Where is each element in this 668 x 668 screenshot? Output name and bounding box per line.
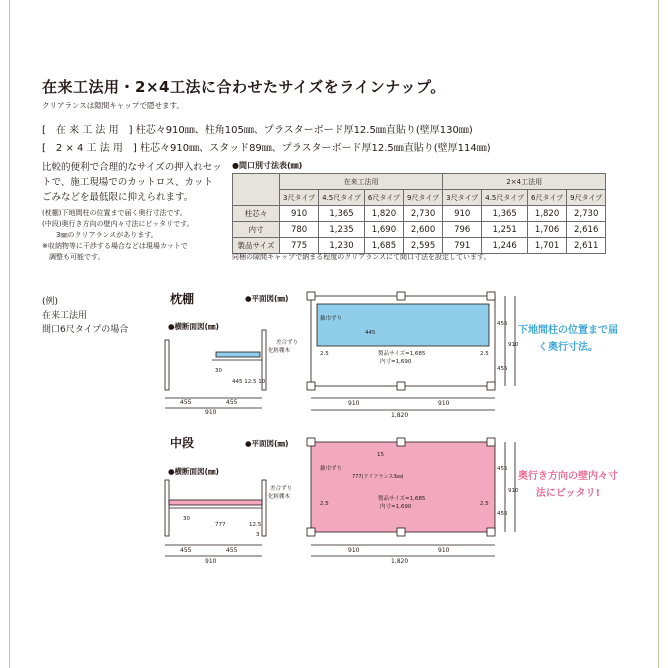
chudan-plan-side1: 455 bbox=[497, 466, 508, 472]
makura-section-small: 445 12.5 10 bbox=[232, 379, 266, 385]
makura-sashi-label: 差合ずり bbox=[276, 340, 299, 346]
chudan-plan-15: 15 bbox=[377, 452, 384, 458]
chudan-plan-post bbox=[487, 528, 495, 536]
makura-section-shelf bbox=[216, 352, 260, 357]
example-method: 在来工法用 bbox=[42, 311, 88, 321]
table-cell: 1,365 bbox=[482, 206, 528, 222]
chudan-section-total: 910 bbox=[205, 558, 217, 565]
makura-section-half2: 455 bbox=[226, 399, 238, 406]
footnote-5: 調整も可能です。 bbox=[42, 253, 105, 261]
makura-plan-side-total: 910 bbox=[508, 342, 519, 348]
table-cell: 780 bbox=[280, 222, 319, 238]
group-header-conventional: 在来工法用 bbox=[280, 174, 443, 190]
type-header: 9尺タイプ bbox=[567, 190, 606, 206]
makura-plan-side2: 455 bbox=[497, 366, 508, 372]
makura-joint-label: 雑巾ずり bbox=[320, 316, 343, 322]
table-cell: 910 bbox=[443, 206, 482, 222]
chudan-plan-post bbox=[487, 438, 495, 446]
chudan-finish-label: 化粧棚木 bbox=[268, 494, 291, 500]
table-cell: 791 bbox=[443, 238, 482, 254]
chudan-section-wall bbox=[165, 480, 169, 536]
makura-plan-depth: 445 bbox=[365, 330, 376, 336]
makura-plan-span2: 910 bbox=[438, 400, 450, 407]
chudan-plan-side-total: 910 bbox=[508, 488, 519, 494]
table-cell: 1,685 bbox=[364, 238, 403, 254]
table-cell: 2,616 bbox=[567, 222, 606, 238]
type-header: 3尺タイプ bbox=[280, 190, 319, 206]
chudan-section-mid: 777 bbox=[215, 522, 226, 528]
table-cell: 1,690 bbox=[364, 222, 403, 238]
makura-plan-span1: 910 bbox=[348, 400, 360, 407]
row-label: 製品サイズ bbox=[233, 238, 280, 254]
chudan-section-half2: 455 bbox=[226, 547, 238, 554]
chudan-title: 中段 bbox=[170, 436, 195, 450]
makura-plan-inner: 内寸=1,690 bbox=[380, 359, 412, 365]
chudan-plan-post bbox=[307, 528, 315, 536]
chudan-joint-label: 雑巾ずり bbox=[320, 466, 343, 472]
makura-plan-post bbox=[307, 292, 315, 300]
spec-2x4: [ 2 × 4 工 法 用 ] 柱芯々910㎜、スタッド89㎜、プラスターボード厚12.5㎜直貼り(壁厚114㎜) bbox=[42, 143, 491, 154]
chudan-section-label: ●横断面図(㎜) bbox=[168, 467, 219, 476]
table-cell: 2,730 bbox=[567, 206, 606, 222]
makura-section-half1: 455 bbox=[180, 399, 192, 406]
chudan-plan-post bbox=[397, 438, 405, 446]
footnote-3: 3㎜のクリアランスがあります。 bbox=[42, 231, 158, 239]
chudan-section-shelf bbox=[169, 500, 262, 505]
makura-callout: 下地間柱の位置まで届く奥行寸法。 bbox=[518, 325, 618, 353]
makura-plan-post bbox=[307, 382, 315, 390]
type-header: 4.5尺タイプ bbox=[482, 190, 528, 206]
table-cell: 1,820 bbox=[528, 206, 567, 222]
makura-plan-span-total: 1,820 bbox=[391, 412, 409, 419]
table-caption: ●間口別寸法表(㎜) bbox=[232, 161, 303, 170]
makura-section-label: ●横断面図(㎜) bbox=[168, 322, 219, 331]
makura-plan-size: 製品サイズ=1,685 bbox=[378, 351, 426, 357]
chudan-section-d: 30 bbox=[183, 516, 190, 522]
makura-plan-post bbox=[487, 292, 495, 300]
type-header: 6尺タイプ bbox=[364, 190, 403, 206]
table-cell: 1,230 bbox=[319, 238, 365, 254]
group-header-2x4: 2×4工法用 bbox=[443, 174, 606, 190]
table-cell: 1,706 bbox=[528, 222, 567, 238]
type-header: 3尺タイプ bbox=[443, 190, 482, 206]
table-cell: 1,251 bbox=[482, 222, 528, 238]
makura-title: 枕棚 bbox=[170, 292, 195, 306]
table-cell: 1,235 bbox=[319, 222, 365, 238]
table-cell: 1,246 bbox=[482, 238, 528, 254]
chudan-callout: 奥行き方向の壁内々寸法にピッタリ! bbox=[518, 471, 618, 499]
chudan-plan-depth: 777(クリアランス3㎜) bbox=[352, 474, 404, 480]
chudan-section-half1: 455 bbox=[180, 547, 192, 554]
row-label: 柱芯々 bbox=[233, 206, 280, 222]
chudan-plan-size: 製品サイズ=1,685 bbox=[378, 496, 426, 502]
footnote-1: (枕棚)下地間柱の位置まで届く奥行寸法です。 bbox=[42, 209, 187, 217]
table-cell: 1,820 bbox=[364, 206, 403, 222]
makura-plan-small: 2.5 bbox=[320, 351, 329, 357]
table-cell: 2,611 bbox=[567, 238, 606, 254]
chudan-section-post bbox=[262, 480, 266, 536]
footnote-2: (中段)奥行き方向の壁内々寸法にピッタリです。 bbox=[42, 220, 194, 228]
makura-section-total: 910 bbox=[205, 409, 217, 416]
makura-plan-shelf bbox=[317, 304, 489, 346]
chudan-plan-small: 2.5 bbox=[320, 501, 329, 507]
chudan-plan-span-total: 1,820 bbox=[391, 558, 409, 565]
table-cell: 910 bbox=[280, 206, 319, 222]
row-label: 内寸 bbox=[233, 222, 280, 238]
makura-plan-post bbox=[397, 292, 405, 300]
makura-plan-post bbox=[487, 382, 495, 390]
table-cell: 1,365 bbox=[319, 206, 365, 222]
makura-plan-label: ●平面図(㎜) bbox=[245, 294, 289, 303]
makura-plan-side1: 455 bbox=[497, 321, 508, 327]
page-title: 在来工法用・2×4工法に合わせたサイズをラインナップ。 bbox=[42, 78, 446, 96]
chudan-plan-side2: 455 bbox=[497, 511, 508, 517]
clearance-note: クリアランスは隙間キャップで隠せます。 bbox=[42, 101, 184, 110]
table-cell: 2,595 bbox=[404, 238, 443, 254]
table-cell: 2,600 bbox=[404, 222, 443, 238]
chudan-plan-inner: 内寸=1,690 bbox=[380, 504, 412, 510]
intro-text: 比較的便利で合理的なサイズの押入れセットで、施工現場でのカットロス、カットごみなどを最低限に抑えられます。 bbox=[42, 162, 222, 203]
spec-conventional: [ 在 来 工 法 用 ] 柱芯々910㎜、柱角105㎜、プラスターボード厚12.5㎜直貼り(壁厚130㎜) bbox=[42, 125, 473, 136]
chudan-section-3: 3 bbox=[256, 532, 260, 538]
makura-plan-post bbox=[397, 382, 405, 390]
makura-section-d: 30 bbox=[215, 368, 222, 374]
chudan-section-edge: 12.5 bbox=[249, 522, 262, 528]
table-cell: 796 bbox=[443, 222, 482, 238]
type-header: 6尺タイプ bbox=[528, 190, 567, 206]
chudan-sashi-label: 差合ずり bbox=[270, 486, 293, 492]
chudan-plan-shelf bbox=[311, 442, 495, 532]
chudan-plan-label: ●平面図(㎜) bbox=[245, 439, 289, 448]
makura-section-wall bbox=[165, 340, 169, 390]
makura-plan-small2: 2.5 bbox=[480, 351, 489, 357]
table-note: 同梱の隙間キャップで納まる程度のクリアランスにて間口寸法を設定しています。 bbox=[232, 253, 491, 261]
chudan-plan-span1: 910 bbox=[348, 547, 360, 554]
footnote-4: ※収納物等に干渉する場合などは現場カットで bbox=[42, 242, 188, 250]
type-header: 4.5尺タイプ bbox=[319, 190, 365, 206]
example-label: (例) bbox=[42, 297, 59, 307]
chudan-section-view bbox=[165, 480, 266, 556]
table-cell: 2,730 bbox=[404, 206, 443, 222]
chudan-plan-post bbox=[307, 438, 315, 446]
type-header: 9尺タイプ bbox=[404, 190, 443, 206]
makura-finish-label: 化粧棚木 bbox=[268, 348, 291, 354]
example-type: 間口6尺タイプの場合 bbox=[42, 325, 129, 335]
chudan-plan-post bbox=[397, 528, 405, 536]
table-cell: 775 bbox=[280, 238, 319, 254]
chudan-plan-small2: 2.5 bbox=[480, 501, 489, 507]
table-cell: 1,701 bbox=[528, 238, 567, 254]
chudan-plan-span2: 910 bbox=[438, 547, 450, 554]
